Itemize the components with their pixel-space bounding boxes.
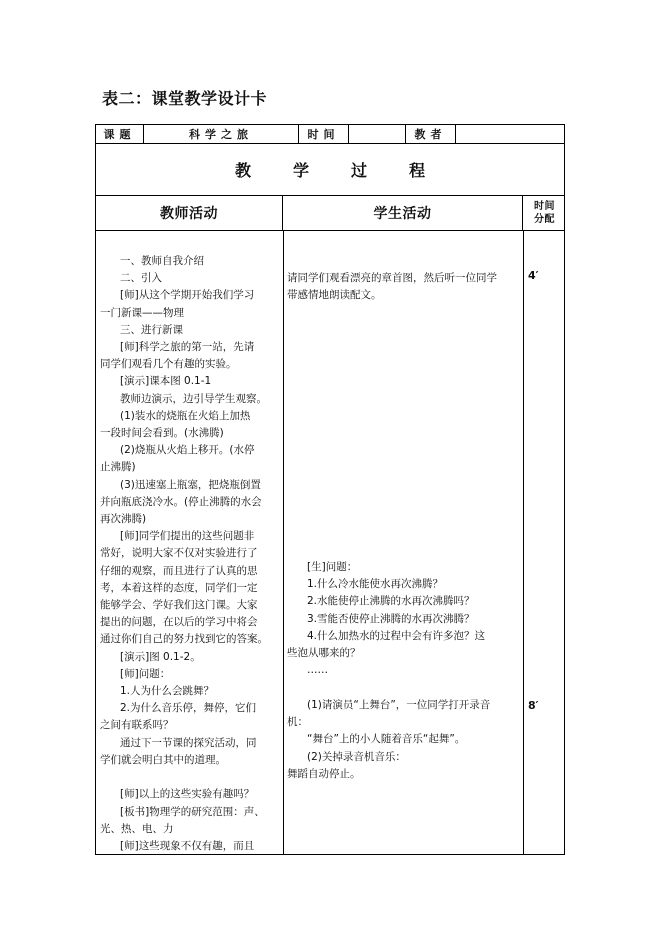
time-mark: 8′ (528, 699, 539, 712)
teacher-activity-line: [演示]课本图 0.1-1 (120, 375, 212, 388)
process-char: 教 (234, 161, 251, 180)
student-activity-line: 些泡从哪来的？ (287, 647, 361, 660)
teacher-activity-line: [演示]图 0.1-2。 (120, 650, 201, 663)
teacher-activity-content (100, 253, 280, 855)
content-row (96, 231, 564, 854)
time-value (349, 125, 406, 143)
teacher-activity-line: [师]以上的这些实验有趣吗？ (120, 788, 255, 801)
process-char: 程 (408, 161, 425, 180)
teacher-activity-line: [师]问题： (120, 667, 171, 680)
teacher-activity-line: 止沸腾) (100, 461, 136, 474)
time-label: 时间 (299, 125, 349, 143)
process-char: 过 (350, 161, 367, 180)
student-activity-line: 1.什么冷水能使水再次沸腾？ (307, 578, 444, 591)
header-row (96, 125, 564, 144)
teacher-activity-line: 教师边演示，边引导学生观察。 (120, 392, 267, 405)
teacher-activity-line: [师]这些现象不仅有趣，而且 (120, 839, 255, 852)
teacher-activity-line: 学们就会明白其中的道理。 (100, 753, 226, 766)
student-activity-line: 机： (287, 716, 308, 729)
student-activity-line: 舞蹈自动停止。 (287, 767, 361, 780)
student-activity-line: 2.水能使停止沸腾的水再次沸腾吗？ (307, 595, 475, 608)
time-allocation-header (523, 196, 566, 230)
teacher-activity-line: 通过下一节课的探究活动，同 (120, 736, 257, 749)
teacher-activity-line: 提出的问题，在以后的学习中将会 (100, 616, 258, 629)
student-activity-line: (2)关掉录音机音乐： (307, 750, 406, 763)
page-title: 表二：课堂教学设计卡 (102, 89, 268, 108)
teacher-activity-line: 一段时间会看到。(水沸腾) (100, 427, 224, 440)
teacher-activity-line: 一、教师自我介绍 (120, 255, 204, 267)
teacher-activity-line: 三、进行新课 (120, 323, 183, 336)
time-mark: 4′ (528, 269, 539, 282)
teacher-activity-line (100, 769, 280, 786)
column-divider (523, 231, 524, 854)
student-activity-line: 请同学们观看漂亮的章首图，然后听一位同学 (287, 272, 497, 284)
student-activity-line: [生]问题： (307, 561, 358, 573)
student-activity-line: …… (307, 664, 328, 677)
teacher-activity-line: 2.为什么音乐停，舞停，它们 (120, 702, 257, 715)
teacher-activity-line: (3)迅速塞上瓶塞，把烧瓶倒置 (120, 478, 261, 491)
teacher-activity-line: 再次沸腾) (100, 513, 147, 526)
column-divider (283, 231, 284, 854)
process-char: 学 (292, 161, 309, 180)
process-heading (214, 158, 446, 181)
teacher-activity-line: 考，本着这样的态度，同学们一定 (100, 581, 258, 594)
student-activity-block-1 (287, 270, 523, 304)
topic-label: 课题 (96, 125, 144, 143)
student-activity-line: 3.雪能否使停止沸腾的水再次沸腾？ (307, 612, 475, 625)
teacher-activity-header: 教师活动 (96, 196, 283, 230)
teacher-activity-line: 通过你们自己的努力找到它的答案。 (100, 633, 268, 646)
teacher-activity-line: [师]科学之旅的第一站，先请 (120, 341, 255, 354)
topic-value: 科学之旅 (144, 125, 299, 143)
teacher-activity-line: 仔细的观察，而且进行了认真的思 (100, 564, 258, 577)
teacher-activity-line: 二、引入 (120, 272, 162, 285)
student-activity-block-3 (287, 697, 523, 783)
student-activity-header: 学生活动 (283, 196, 523, 230)
teacher-activity-line: 同学们观看几个有趣的实验。 (100, 358, 237, 371)
teacher-activity-line: (2)烧瓶从火焰上移开。(水停 (120, 444, 255, 457)
teacher-activity-line: [板书]物理学的研究范围：声、 (120, 805, 265, 818)
time-header-line: 时间 (534, 201, 555, 212)
process-heading-row (96, 144, 564, 196)
teacher-label: 教者 (406, 125, 456, 143)
teacher-activity-line: 之间有联系吗？ (100, 719, 174, 732)
student-activity-line: (1)请演员“上舞台”，一位同学打开录音 (307, 699, 491, 711)
teacher-activity-line: 一门新课——物理 (100, 306, 184, 319)
student-activity-line: 带感情地朗读配文。 (287, 289, 382, 302)
teacher-value (456, 125, 566, 143)
teacher-activity-line: 能够学会、学好我们这门课。大家 (100, 599, 258, 612)
teacher-activity-line: 光、热、电、力 (100, 822, 174, 835)
teacher-activity-line: 并向瓶底浇冷水。(停止沸腾的水会 (100, 495, 262, 508)
column-header-row (96, 196, 564, 231)
lesson-design-table (95, 124, 565, 855)
student-activity-line: “舞台”上的小人随着音乐“起舞”。 (307, 733, 466, 746)
teacher-activity-line: [师]同学们提出的这些问题非 (120, 530, 255, 543)
student-activity-block-2 (287, 559, 523, 679)
teacher-activity-line: 1.人为什么会跳舞？ (120, 685, 215, 698)
teacher-activity-line: 常好，说明大家不仅对实验进行了 (100, 547, 258, 560)
time-header-line: 分配 (534, 214, 555, 225)
teacher-activity-line: [师]从这个学期开始我们学习 (120, 289, 255, 302)
student-activity-line: 4.什么加热水的过程中会有许多泡？这 (307, 629, 486, 642)
teacher-activity-line: (1)装水的烧瓶在火焰上加热 (120, 409, 251, 422)
